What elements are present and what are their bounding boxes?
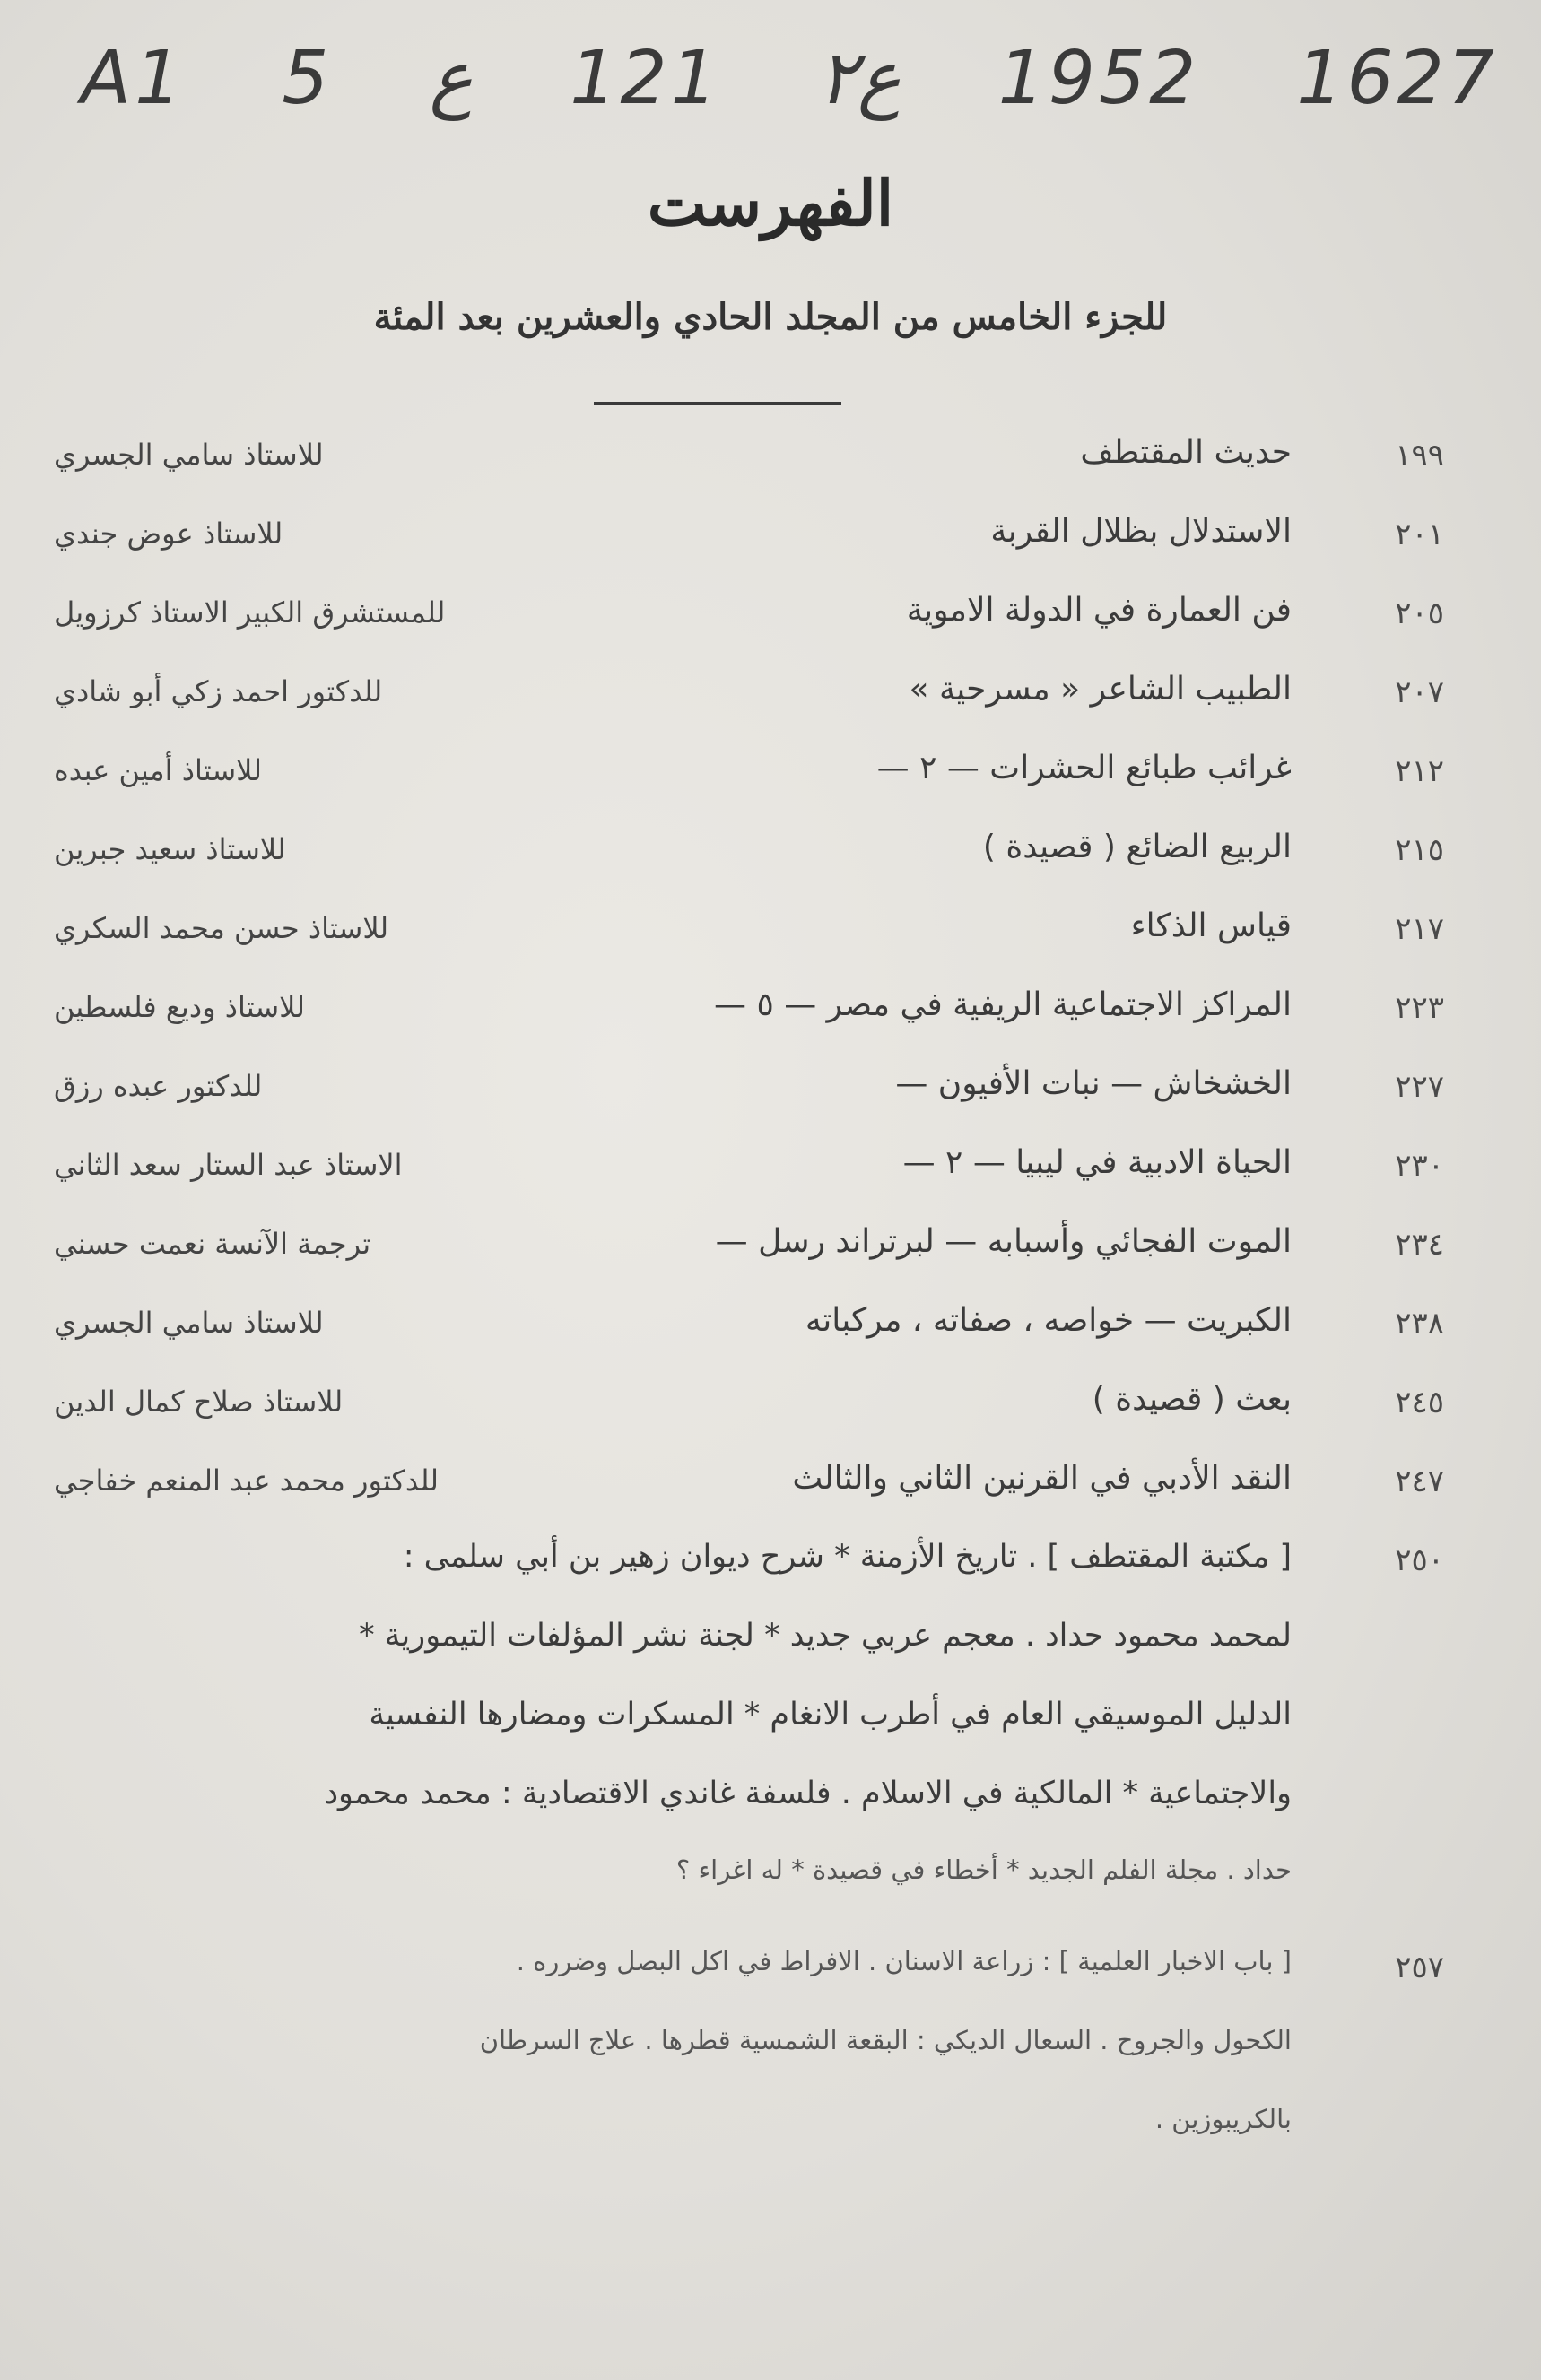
archive-code-part: 1627 bbox=[1296, 36, 1498, 121]
page-title: الفهرست bbox=[647, 166, 894, 240]
science-news-section bbox=[54, 1933, 1444, 2183]
article-author: للاستاذ وديع فلسطين bbox=[54, 990, 305, 1024]
article-title: النقد الأدبي في القرنين الثاني والثالث bbox=[792, 1460, 1292, 1497]
page-number: ٢٥٧ bbox=[1395, 1950, 1444, 1985]
page-number: ٢٤٥ bbox=[1395, 1385, 1444, 1420]
page-number: ٢٠٥ bbox=[1395, 595, 1444, 631]
toc-entry bbox=[54, 816, 1444, 895]
toc-entry bbox=[54, 1053, 1444, 1132]
page-subtitle: للجزء الخامس من المجلد الحادي والعشرين بعد المئة bbox=[373, 296, 1168, 338]
toc-entry bbox=[54, 1211, 1444, 1290]
page-number: ٢٤٧ bbox=[1395, 1464, 1444, 1499]
toc-entry bbox=[54, 895, 1444, 974]
page-number: ٢٠٧ bbox=[1395, 674, 1444, 710]
text-line: حداد . مجلة الفلم الجديد * أخطاء في قصيدة * له اغراء ؟ bbox=[675, 1854, 1292, 1885]
toc-entry bbox=[54, 1290, 1444, 1368]
article-author: للدكتور عبده رزق bbox=[54, 1069, 263, 1103]
article-author: الاستاذ عبد الستار سعد الثاني bbox=[54, 1148, 403, 1182]
page-number: ٢٣٤ bbox=[1395, 1227, 1444, 1263]
archive-code-part: ع٢ bbox=[817, 36, 901, 121]
article-author: للمستشرق الكبير الاستاذ كرزويل bbox=[54, 595, 446, 630]
article-title: قياس الذكاء bbox=[1130, 908, 1292, 944]
toc-entry bbox=[54, 1132, 1444, 1211]
archive-code-part: A1 bbox=[81, 36, 186, 121]
article-title: المراكز الاجتماعية الريفية في مصر — ٥ — bbox=[714, 986, 1292, 1023]
toc-entry bbox=[54, 1368, 1444, 1447]
archive-code-part: ع bbox=[429, 36, 474, 121]
toc-entry bbox=[54, 974, 1444, 1053]
article-author: للاستاذ سامي الجسري bbox=[54, 1306, 324, 1340]
library-section-text bbox=[54, 1526, 1292, 1933]
toc-entry bbox=[54, 500, 1444, 579]
page-number: ٢٢٣ bbox=[1395, 990, 1444, 1026]
article-title: حديث المقتطف bbox=[1080, 434, 1292, 471]
text-line: [ مكتبة المقتطف ] . تاريخ الأزمنة * شرح ديوان زهير بن أبي سلمى : bbox=[403, 1539, 1292, 1575]
article-title: الحياة الادبية في ليبيا — ٢ — bbox=[902, 1144, 1292, 1181]
title-divider bbox=[594, 402, 841, 405]
article-author: للاستاذ أمين عبده bbox=[54, 753, 263, 787]
article-title: الاستدلال بظلال القربة bbox=[990, 513, 1292, 550]
article-title: بعث ( قصيدة ) bbox=[1092, 1381, 1292, 1418]
article-title: الطبيب الشاعر « مسرحية » bbox=[909, 671, 1292, 708]
article-author: للاستاذ صلاح كمال الدين bbox=[54, 1385, 344, 1419]
page-number: ١٩٩ bbox=[1395, 438, 1444, 473]
article-author: ترجمة الآنسة نعمت حسني bbox=[54, 1227, 371, 1261]
library-section bbox=[54, 1526, 1444, 1933]
toc-entry bbox=[54, 737, 1444, 816]
text-line: بالكريبوزين . bbox=[1154, 2104, 1292, 2134]
page-number: ٢٣٨ bbox=[1395, 1306, 1444, 1342]
science-news-text bbox=[54, 1933, 1292, 2183]
article-author: للاستاذ سعيد جبرين bbox=[54, 832, 286, 866]
article-author: للاستاذ حسن محمد السكري bbox=[54, 911, 389, 945]
text-line: لمحمد محمود حداد . معجم عربي جديد * لجنة نشر المؤلفات التيمورية * bbox=[359, 1618, 1292, 1654]
toc-entry bbox=[54, 421, 1444, 500]
page-number: ٢٣٠ bbox=[1395, 1148, 1444, 1184]
article-author: للدكتور محمد عبد المنعم خفاجي bbox=[54, 1464, 440, 1498]
page-number: ٢٥٠ bbox=[1395, 1542, 1444, 1578]
toc-entry bbox=[54, 579, 1444, 658]
article-title: فن العمارة في الدولة الاموية bbox=[906, 592, 1292, 629]
article-author: للاستاذ عوض جندي bbox=[54, 517, 283, 551]
article-title: الكبريت — خواصه ، صفاته ، مركباته bbox=[805, 1302, 1292, 1339]
toc-entry bbox=[54, 658, 1444, 737]
page-number: ٢١٧ bbox=[1395, 911, 1444, 947]
archive-code-part: 1952 bbox=[997, 36, 1200, 121]
table-of-contents bbox=[54, 421, 1444, 2183]
article-title: الخشخاش — نبات الأفيون — bbox=[895, 1065, 1292, 1102]
archive-code-part: 5 bbox=[282, 36, 333, 121]
article-title: الموت الفجائي وأسبابه — لبرتراند رسل — bbox=[715, 1223, 1292, 1260]
article-title: غرائب طبائع الحشرات — ٢ — bbox=[876, 750, 1292, 786]
archive-code-part: 121 bbox=[570, 36, 721, 121]
page-number: ٢٠١ bbox=[1395, 517, 1444, 552]
page-number: ٢١٥ bbox=[1395, 832, 1444, 868]
text-line: [ باب الاخبار العلمية ] : زراعة الاسنان . الافراط في اكل البصل وضرره . bbox=[516, 1946, 1292, 1976]
article-author: للاستاذ سامي الجسري bbox=[54, 438, 324, 472]
toc-entry bbox=[54, 1447, 1444, 1526]
text-line: الكحول والجروح . السعال الديكي : البقعة الشمسية قطرها . علاج السرطان bbox=[479, 2025, 1292, 2055]
text-line: الدليل الموسيقي العام في أطرب الانغام * المسكرات ومضارها النفسية bbox=[369, 1697, 1292, 1733]
page-number: ٢١٢ bbox=[1395, 753, 1444, 789]
article-author: للدكتور احمد زكي أبو شادي bbox=[54, 674, 383, 708]
article-title: الربيع الضائع ( قصيدة ) bbox=[982, 829, 1292, 865]
text-line: والاجتماعية * المالكية في الاسلام . فلسفة غاندي الاقتصادية : محمد محمود bbox=[324, 1776, 1292, 1811]
page-number: ٢٢٧ bbox=[1395, 1069, 1444, 1105]
archive-code bbox=[81, 36, 1498, 121]
